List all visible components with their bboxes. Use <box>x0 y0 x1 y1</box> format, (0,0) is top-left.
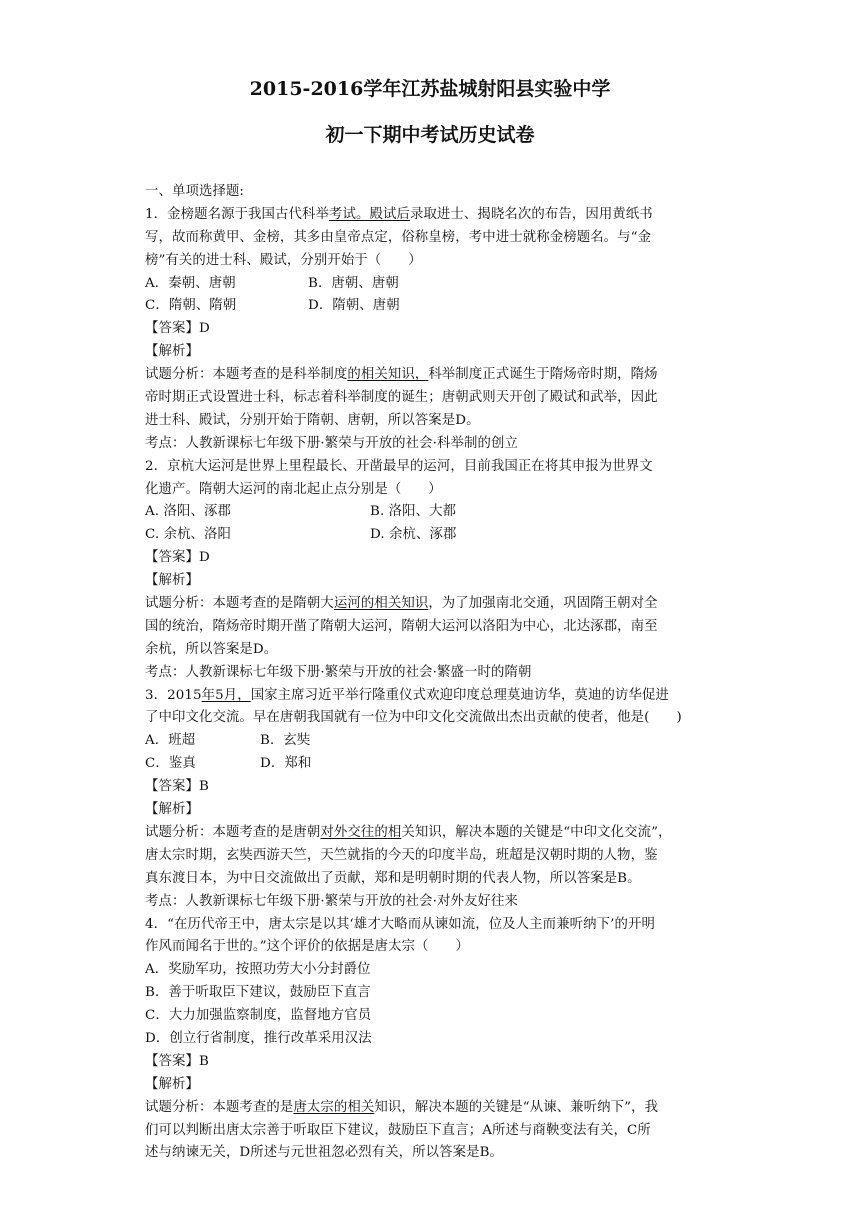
q4-option-c: C．大力加强监察制度，监督地方官员 <box>145 1008 372 1024</box>
q1-stem-line-3: 榜”有关的进士科、殿试，分别开始于（ ） <box>145 252 422 268</box>
q1-kaodian: 考点：人教新课标七年级下册·繁荣与开放的社会·科举制的创立 <box>145 435 518 451</box>
q3-analysis-label: 【解析】 <box>145 802 199 818</box>
q4-option-d: D．创立行省制度，推行改革采用汉法 <box>145 1030 372 1046</box>
q3-stem-line-2: 了中印文化交流。早在唐朝我国就有一位为中印文化交流做出杰出贡献的使者，他是( ) <box>145 710 682 726</box>
q4-option-a: A．奖励军功，按照功劳大小分封爵位 <box>145 962 371 978</box>
q1-analysis-text: 试题分析：本题考查的是科举制度 <box>145 367 348 383</box>
q4-analysis-line-3: 述与纳谏无关，D所述与元世祖忽必烈有关，所以答案是B。 <box>145 1145 504 1161</box>
q4-analysis-line-1 <box>145 1097 720 1120</box>
section-heading: 一、单项选择题: <box>145 184 245 199</box>
q4-stem-line-1: 4．“在历代帝王中，唐太宗是以其‘雄才大略而从谏如流，位及人主而兼听纳下’的开明 <box>145 916 655 932</box>
title-line-1: 2015-2016学年江苏盐城射阳县实验中学 <box>249 78 611 100</box>
q2-analysis-underlined: 运河的相关知识 <box>333 596 429 612</box>
q3-analysis-text: 关知识，解决本题的关键是“中印文化交流”， <box>401 824 672 840</box>
q4-stem-line-2: 作风而闻名于世的。”这个评价的依据是唐太宗（ ） <box>145 939 470 955</box>
q3-options-row-1 <box>145 730 720 753</box>
q2-analysis-line-2: 国的统治，隋炀帝时期开凿了隋朝大运河，隋朝大运河以洛阳为中心，北达涿郡，南至 <box>145 618 658 634</box>
q4-analysis-line-2: 们可以判断出唐太宗善于听取臣下建议，鼓励臣下直言；A所述与商鞅变法有关，C所 <box>145 1122 651 1138</box>
q1-options-row-1 <box>145 273 720 296</box>
q1-option-d: D．隋朝、唐朝 <box>308 298 400 314</box>
q2-kaodian: 考点：人教新课标七年级下册·繁荣与开放的社会·繁盛一时的隋朝 <box>145 664 532 680</box>
q3-stem-line-1 <box>145 685 720 708</box>
q3-analysis-text: 试题分析：本题考查的是唐朝 <box>145 824 321 840</box>
q1-analysis-line-2: 帝时期正式设置进士科，标志着科举制度的诞生；唐朝武则天开创了殿试和武举，因此 <box>145 390 658 406</box>
q2-analysis-text: 试题分析：本题考查的是隋朝大 <box>145 596 334 612</box>
q3-analysis-line-3: 真东渡日本，为中日交流做出了贡献，郑和是明朝时期的代表人物，所以答案是B。 <box>145 870 641 886</box>
q1-options-row-2 <box>145 295 720 318</box>
q4-option-b: B．善于听取臣下建议，鼓励臣下直言 <box>145 985 371 1001</box>
q3-stem-text: 3．2015 <box>145 687 202 703</box>
q2-analysis-label: 【解析】 <box>145 573 199 589</box>
q3-answer: 【答案】B <box>145 779 209 795</box>
q3-option-d: D．郑和 <box>260 756 312 772</box>
q3-analysis-line-2: 唐太宗时期，玄奘西游天竺，天竺就指的今天的印度半岛，班超是汉朝时期的人物，鉴 <box>145 847 658 863</box>
q1-stem-line-1 <box>145 204 720 227</box>
q4-analysis-text: 试题分析：本题考查的是 <box>145 1099 294 1115</box>
q3-option-b: B．玄奘 <box>260 733 311 749</box>
q3-stem-text: 国家主席习近平举行隆重仪式欢迎印度总理莫迪访华，莫迪的访华促进 <box>250 687 669 703</box>
q3-option-c: C．鉴真 <box>145 756 196 772</box>
q4-analysis-underlined: 唐太宗的相关 <box>293 1099 375 1115</box>
q2-stem-line-2: 化遗产。隋朝大运河的南北起止点分别是（ ） <box>145 481 442 497</box>
q1-stem-text: 1．金榜题名源于我国古代科举 <box>145 206 329 222</box>
q3-kaodian: 考点：人教新课标七年级下册·繁荣与开放的社会·对外友好往来 <box>145 893 518 909</box>
q3-underlined-text: 年5月， <box>201 687 251 703</box>
q2-answer: 【答案】D <box>145 550 210 566</box>
q1-analysis-underlined: 的相关知识， <box>347 367 429 383</box>
q1-analysis-line-3: 进士科、殿试，分别开始于隋朝、唐朝，所以答案是D。 <box>145 412 480 428</box>
q3-options-row-2 <box>145 753 720 776</box>
question-list <box>145 181 720 1165</box>
q1-answer: 【答案】D <box>145 321 210 337</box>
q2-analysis-line-3: 余杭，所以答案是D。 <box>145 641 278 657</box>
q1-analysis-label: 【解析】 <box>145 344 199 360</box>
q1-analysis-line-1 <box>145 364 720 387</box>
q1-option-c: C．隋朝、隋朝 <box>145 298 237 314</box>
q3-option-a: A．班超 <box>145 733 196 749</box>
q2-options-row-1 <box>145 501 720 524</box>
q2-option-b: B. 洛阳、大都 <box>370 504 457 520</box>
q2-option-a: A. 洛阳、涿郡 <box>145 504 231 520</box>
q1-option-a: A．秦朝、唐朝 <box>145 275 236 291</box>
title-line-2: 初一下期中考试历史试卷 <box>325 124 535 146</box>
q1-stem-line-2: 写，故而称黄甲、金榜，其多由皇帝点定，俗称皇榜，考中进士就称金榜题名。与“金 <box>145 229 652 245</box>
q2-options-row-2 <box>145 524 720 547</box>
q2-option-c: C. 余杭、洛阳 <box>145 527 232 543</box>
q4-answer: 【答案】B <box>145 1053 209 1069</box>
q2-analysis-line-1 <box>145 593 720 616</box>
q1-option-b: B．唐朝、唐朝 <box>308 275 399 291</box>
q3-analysis-line-1 <box>145 822 720 845</box>
q2-stem-line-1: 2．京杭大运河是世界上里程最长、开凿最早的运河，目前我国正在将其申报为世界文 <box>145 458 653 474</box>
q2-option-d: D. 余杭、涿郡 <box>370 527 457 543</box>
q4-analysis-label: 【解析】 <box>145 1076 199 1092</box>
q1-stem-text: 录取进士、揭晓名次的布告，因用黄纸书 <box>409 206 653 222</box>
q1-underlined-text: 考试。殿试后 <box>329 206 410 222</box>
q4-analysis-text: 知识，解决本题的关键是“从谏、兼听纳下”，我 <box>374 1099 659 1115</box>
q2-analysis-text: ，为了加强南北交通，巩固隋王朝对全 <box>428 596 658 612</box>
q1-analysis-text: 科举制度正式诞生于隋炀帝时期，隋炀 <box>428 367 658 383</box>
q3-analysis-underlined: 对外交往的相 <box>320 824 402 840</box>
